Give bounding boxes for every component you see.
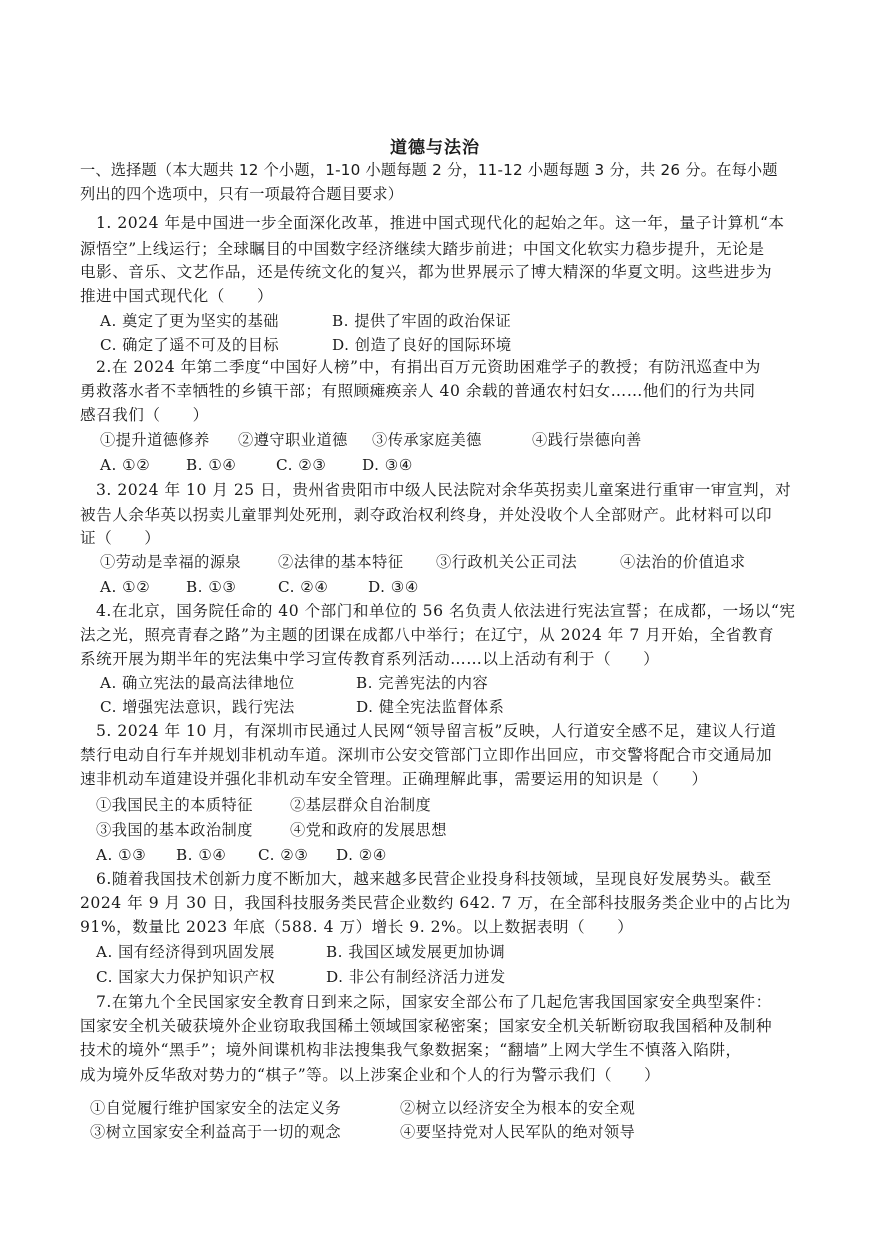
- question-5-option-a: A. ①③: [96, 846, 147, 864]
- question-7-statement: ①自觉履行维护国家安全的法定义务: [90, 1099, 341, 1117]
- question-3-statement: ②法律的基本特征: [278, 553, 404, 571]
- question-5-statement: ③我国的基本政治制度: [96, 821, 253, 839]
- question-3-text: 证（ ）: [80, 529, 161, 547]
- question-6-option-b: B. 我国区域发展更加协调: [326, 943, 506, 961]
- question-7-statement: ③树立国家安全利益高于一切的观念: [90, 1123, 341, 1141]
- question-2-text: 勇救落水者不幸牺牲的乡镇干部；有照顾瘫痪亲人 40 余载的普通农村妇女……他们的行为共同: [80, 382, 756, 400]
- question-7-text: 国家安全机关破获境外企业窃取我国稀土领域国家秘密案；国家安全机关斩断窃取我国稻种及制种: [80, 1017, 773, 1035]
- question-7-statement: ②树立以经济安全为根本的安全观: [400, 1099, 636, 1117]
- question-1-option-d: D. 创造了良好的国际环境: [332, 336, 512, 354]
- question-3-option-c: C. ②④: [278, 578, 329, 596]
- question-1-option-c: C. 确定了遥不可及的目标: [100, 336, 280, 354]
- question-2-text: 2.在 2024 年第二季度“中国好人榜”中，有捐出百万元资助困难学子的教授；有防汛巡查中为: [96, 358, 761, 376]
- question-5-statement: ②基层群众自治制度: [290, 796, 432, 814]
- question-5-statement: ①我国民主的本质特征: [96, 796, 253, 814]
- question-4-text: 系统开展为期半年的宪法集中学习宣传教育系列活动……以上活动有利于（ ）: [80, 650, 660, 668]
- question-2-option-b: B. ①④: [186, 456, 237, 474]
- page-title: 道德与法治: [390, 138, 480, 158]
- question-5-option-d: D. ②④: [336, 846, 388, 864]
- section-heading-cont: 列出的四个选项中，只有一项最符合题目要求）: [80, 185, 404, 203]
- question-5-text: 速非机动车道建设并强化非机动车安全管理。正确理解此事，需要运用的知识是（ ）: [80, 770, 708, 788]
- question-5-option-c: C. ②③: [258, 846, 309, 864]
- question-1-text: 源悟空”上线运行；全球瞩目的中国数字经济继续大踏步前进；中国文化软实力稳步提升，无论是: [80, 240, 765, 258]
- question-3-option-b: B. ①③: [186, 578, 237, 596]
- question-6-option-c: C. 国家大力保护知识产权: [96, 968, 276, 986]
- question-2-statement: ③传承家庭美德: [372, 431, 482, 449]
- question-3-option-d: D. ③④: [368, 578, 420, 596]
- question-7-text: 成为境外反华敌对势力的“棋子”等。以上涉案企业和个人的行为警示我们（ ）: [80, 1066, 661, 1084]
- question-3-statement: ③行政机关公正司法: [436, 553, 578, 571]
- question-5-text: 禁行电动自行车并规划非机动车道。深圳市公安交管部门立即作出回应，市交警将配合市交通局加: [80, 746, 773, 764]
- question-3-text: 被告人余华英以拐卖儿童罪判处死刑，剥夺政治权利终身，并处没收个人全部财产。此材料可以印: [80, 506, 773, 524]
- question-7-statement: ④要坚持党对人民军队的绝对领导: [400, 1123, 636, 1141]
- section-heading: 一、选择题（本大题共 12 个小题，1-10 小题每题 2 分，11-12 小题每题 3 分，共 26 分。在每小题: [80, 161, 778, 179]
- question-2-option-a: A. ①②: [100, 456, 151, 474]
- question-4-option-a: A. 确立宪法的最高法律地位: [100, 674, 295, 692]
- question-4-text: 法之光，照亮青春之路”为主题的团课在成都八中举行；在辽宁，从 2024 年 7 月开始，全省教育: [80, 626, 774, 644]
- question-7-text: 7.在第九个全民国家安全教育日到来之际，国家安全部公布了几起危害我国国家安全典型案件：: [96, 993, 772, 1011]
- question-2-statement: ②遵守职业道德: [238, 431, 348, 449]
- question-2-option-c: C. ②③: [276, 456, 327, 474]
- question-1-text: 1. 2024 年是中国进一步全面深化改革，推进中国式现代化的起始之年。这一年，量子计算机“本: [96, 214, 785, 232]
- question-5-option-b: B. ①④: [176, 846, 227, 864]
- question-7-text: 技术的境外“黑手”；境外间谍机构非法搜集我气象数据案；“翻墙”上网大学生不慎落入陷阱，: [80, 1041, 742, 1059]
- question-6-option-a: A. 国有经济得到巩固发展: [96, 943, 275, 961]
- question-1-option-a: A. 奠定了更为坚实的基础: [100, 312, 279, 330]
- question-3-text: 3. 2024 年 10 月 25 日，贵州省贵阳市中级人民法院对余华英拐卖儿童案进行重审一审宣判，对: [96, 481, 792, 499]
- question-1-option-b: B. 提供了牢固的政治保证: [332, 312, 512, 330]
- question-6-option-d: D. 非公有制经济活力迸发: [326, 968, 506, 986]
- question-6-text: 91%，数量比 2023 年底（588. 4 万）增长 9. 2%。以上数据表明（ ）: [80, 918, 634, 936]
- question-3-statement: ④法治的价值追求: [620, 553, 746, 571]
- question-6-text: 6.随着我国技术创新力度不断加大，越来越多民营企业投身科技领域，呈现良好发展势头。截至: [96, 870, 772, 888]
- question-5-text: 5. 2024 年 10 月，有深圳市民通过人民网“领导留言板”反映，人行道安全感不足，建议人行道: [96, 722, 777, 740]
- question-6-text: 2024 年 9 月 30 日，我国科技服务类民营企业数约 642. 7 万，在全部科技服务类企业中的占比为: [80, 894, 791, 912]
- question-2-statement: ④践行崇德向善: [532, 431, 642, 449]
- question-4-option-b: B. 完善宪法的内容: [356, 674, 489, 692]
- question-3-option-a: A. ①②: [100, 578, 151, 596]
- question-1-text: 推进中国式现代化（ ）: [80, 287, 274, 305]
- question-4-text: 4.在北京，国务院任命的 40 个部门和单位的 56 名负责人依法进行宪法宣誓；在成都，一场以“宪: [96, 602, 796, 620]
- question-1-text: 电影、音乐、文艺作品，还是传统文化的复兴，都为世界展示了博大精深的华夏文明。这些进步为: [80, 263, 773, 281]
- question-4-option-c: C. 增强宪法意识，践行宪法: [100, 698, 295, 716]
- question-2-text: 感召我们（ ）: [80, 406, 209, 424]
- question-5-statement: ④党和政府的发展思想: [290, 821, 447, 839]
- question-4-option-d: D. 健全宪法监督体系: [356, 698, 505, 716]
- question-3-statement: ①劳动是幸福的源泉: [100, 553, 242, 571]
- question-2-option-d: D. ③④: [362, 456, 414, 474]
- question-2-statement: ①提升道德修养: [100, 431, 210, 449]
